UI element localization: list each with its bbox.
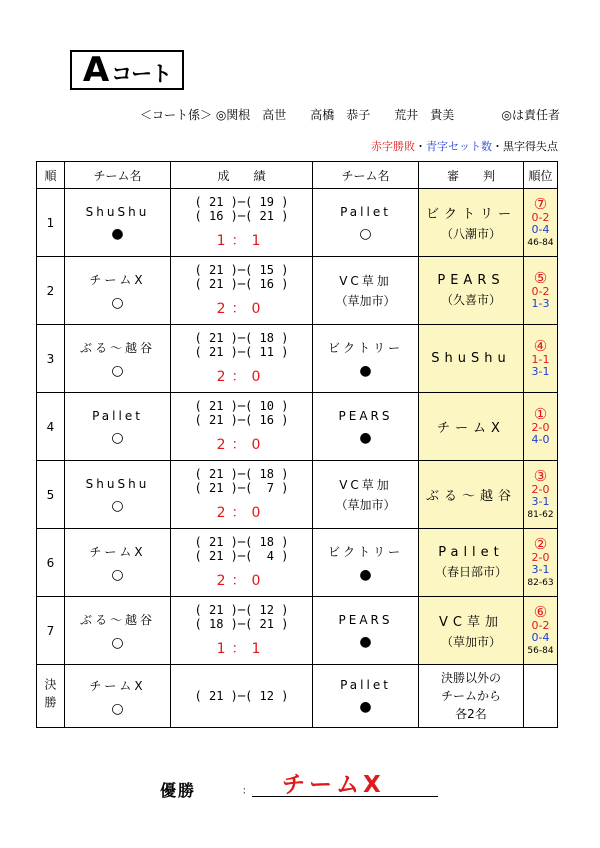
rank-sets: 3-1 bbox=[531, 494, 550, 508]
team-b-name: VC草加 bbox=[339, 478, 392, 492]
team-b-result-mark: ● bbox=[359, 567, 372, 583]
team-b-cell bbox=[313, 529, 419, 597]
match-number-text: 2 bbox=[46, 283, 55, 298]
rank-win-loss: 1-1 bbox=[531, 353, 550, 366]
match-row bbox=[37, 257, 558, 325]
match-number-text: 4 bbox=[46, 419, 55, 434]
rank-win-loss: 0-2 bbox=[531, 618, 550, 632]
set-scores: ( 21 )─( 18 ) ( 21 )─( 11 ) bbox=[194, 331, 289, 359]
match-row bbox=[37, 189, 558, 257]
team-b-name: Pallet bbox=[340, 204, 391, 219]
header-order: 順 bbox=[37, 162, 65, 189]
team-b-city: （草加市） bbox=[335, 294, 396, 308]
team-a-name: ぶる～越谷 bbox=[79, 613, 155, 627]
final-number bbox=[37, 665, 65, 728]
winner-name: チームX bbox=[282, 772, 385, 798]
match-row bbox=[37, 597, 558, 665]
winner-colon: ： bbox=[242, 786, 252, 797]
rank-sets: 1-3 bbox=[531, 297, 550, 310]
team-b-cell bbox=[313, 597, 419, 665]
rank-cell bbox=[524, 597, 558, 665]
team-b-name: ビクトリー bbox=[327, 545, 403, 559]
score-cell bbox=[171, 597, 313, 665]
team-a-name: ShuShu bbox=[85, 476, 150, 491]
referee-city: （春日部市） bbox=[434, 565, 507, 579]
rank-sets: 4-0 bbox=[531, 433, 550, 446]
referee-city: （草加市） bbox=[440, 635, 501, 649]
header-rank: 順位 bbox=[524, 162, 558, 189]
final-rank-cell bbox=[524, 665, 558, 728]
match-number bbox=[37, 461, 65, 529]
score-cell bbox=[171, 325, 313, 393]
team-b-result-mark: ○ bbox=[359, 225, 372, 242]
set-scores: ( 21 )─( 18 ) ( 21 )─( 7 ) bbox=[194, 467, 289, 495]
court-word: コート bbox=[111, 62, 172, 86]
rank-cell bbox=[524, 393, 558, 461]
referee-cell bbox=[419, 529, 524, 597]
rank-points: 56-84 bbox=[527, 645, 554, 656]
team-a-name: チームX bbox=[89, 545, 146, 559]
score-cell bbox=[171, 257, 313, 325]
match-row bbox=[37, 393, 558, 461]
referee-cell bbox=[419, 189, 524, 257]
referee-cell bbox=[419, 461, 524, 529]
team-b-cell bbox=[313, 189, 419, 257]
team-a-name: ぶる～越谷 bbox=[79, 341, 155, 355]
match-number bbox=[37, 597, 65, 665]
referee-cell bbox=[419, 597, 524, 665]
legend-red: 赤字勝敗 bbox=[371, 140, 415, 153]
team-b-cell bbox=[313, 325, 419, 393]
rank-cell bbox=[524, 461, 558, 529]
set-scores: ( 21 )─( 19 ) ( 16 )─( 21 ) bbox=[194, 195, 289, 223]
team-a-cell bbox=[65, 597, 171, 665]
team-a-cell bbox=[65, 529, 171, 597]
final-label: 決勝 bbox=[43, 678, 57, 714]
legend-sep: ・ bbox=[415, 140, 426, 153]
team-a-result-mark: ○ bbox=[111, 635, 124, 651]
referee-team: ぶる～越谷 bbox=[425, 489, 516, 504]
legend-sep: ・ bbox=[492, 140, 503, 153]
final-referee-cell bbox=[419, 665, 524, 728]
court-letter: A bbox=[82, 50, 110, 90]
legend-blue: 青字セット数 bbox=[426, 140, 492, 153]
team-a-cell bbox=[65, 189, 171, 257]
match-result: 1：1 bbox=[216, 233, 267, 249]
match-table bbox=[36, 161, 558, 728]
team-b-name: ビクトリー bbox=[327, 341, 403, 355]
set-scores: ( 21 )─( 15 ) ( 21 )─( 16 ) bbox=[194, 263, 289, 291]
final-referee-note-3: 各2名 bbox=[455, 707, 487, 721]
score-cell bbox=[171, 529, 313, 597]
match-number-text: 6 bbox=[46, 555, 55, 570]
rank-win-loss: 0-2 bbox=[531, 210, 550, 224]
set-scores: ( 21 )─( 10 ) ( 21 )─( 16 ) bbox=[194, 399, 289, 427]
color-legend bbox=[371, 138, 558, 154]
rank-place: ⑤ bbox=[533, 269, 548, 287]
final-team-a-cell bbox=[65, 665, 171, 728]
rank-points: 46-84 bbox=[527, 237, 554, 248]
rank-cell bbox=[524, 189, 558, 257]
team-a-cell bbox=[65, 257, 171, 325]
rank-cell bbox=[524, 529, 558, 597]
team-a-result-mark: ○ bbox=[111, 429, 124, 446]
set-scores: ( 21 )─( 18 ) ( 21 )─( 4 ) bbox=[194, 535, 289, 563]
final-referee-note-2: チームから bbox=[440, 689, 501, 703]
rank-points: 81-62 bbox=[527, 509, 554, 520]
team-b-city: （草加市） bbox=[335, 498, 396, 512]
team-b-result-mark: ● bbox=[359, 429, 372, 446]
match-row bbox=[37, 325, 558, 393]
header-team-b: チーム名 bbox=[313, 162, 419, 189]
team-b-name: VC草加 bbox=[339, 274, 392, 288]
final-team-b-name: Pallet bbox=[340, 678, 391, 692]
rank-place: ③ bbox=[533, 466, 548, 485]
match-result: 2：0 bbox=[216, 369, 267, 385]
final-score-cell bbox=[171, 665, 313, 728]
rank-place: ① bbox=[533, 405, 548, 423]
team-b-cell bbox=[313, 461, 419, 529]
referee-team: ShuShu bbox=[431, 351, 511, 366]
final-row bbox=[37, 665, 558, 728]
header-row bbox=[37, 162, 558, 189]
referee-city: （久喜市） bbox=[440, 293, 501, 307]
match-result: 2：0 bbox=[216, 301, 267, 317]
rank-sets: 3-1 bbox=[531, 365, 550, 378]
final-team-a-mark: ○ bbox=[111, 700, 124, 717]
match-result: 2：0 bbox=[216, 437, 267, 453]
team-a-result-mark: ● bbox=[111, 225, 124, 242]
score-cell bbox=[171, 461, 313, 529]
team-b-cell bbox=[313, 257, 419, 325]
match-number bbox=[37, 529, 65, 597]
final-referee-note-1: 決勝以外の bbox=[440, 671, 501, 685]
rank-place: ④ bbox=[533, 337, 548, 355]
team-a-result-mark: ○ bbox=[111, 363, 124, 379]
rank-cell bbox=[524, 257, 558, 325]
match-result: 2：0 bbox=[216, 505, 267, 521]
match-number-text: 1 bbox=[46, 215, 55, 230]
team-b-name: PEARS bbox=[338, 612, 393, 627]
team-a-cell bbox=[65, 325, 171, 393]
match-number bbox=[37, 393, 65, 461]
rank-cell bbox=[524, 325, 558, 393]
referee-cell bbox=[419, 257, 524, 325]
court-title bbox=[83, 50, 171, 90]
referee-team: VC草加 bbox=[439, 615, 503, 630]
final-team-b-mark: ● bbox=[359, 699, 372, 715]
rank-place: ② bbox=[533, 534, 548, 553]
match-number-text: 5 bbox=[46, 487, 55, 502]
team-a-result-mark: ○ bbox=[111, 497, 124, 514]
team-b-result-mark: ● bbox=[359, 633, 372, 650]
court-staff: ＜コート係＞ ◎関根 高世 高橋 恭子 荒井 貴美 bbox=[140, 108, 455, 122]
final-team-a-name: チームX bbox=[89, 678, 146, 693]
rank-win-loss: 0-2 bbox=[531, 285, 550, 298]
match-number bbox=[37, 189, 65, 257]
match-row bbox=[37, 461, 558, 529]
team-b-name: PEARS bbox=[338, 408, 393, 423]
header-score: 成 績 bbox=[171, 162, 313, 189]
score-cell bbox=[171, 189, 313, 257]
referee-team: Pallet bbox=[438, 545, 504, 560]
team-a-cell bbox=[65, 393, 171, 461]
set-scores: ( 21 )─( 12 ) ( 18 )─( 21 ) bbox=[194, 603, 289, 631]
rank-points: 82-63 bbox=[527, 577, 554, 588]
match-number-text: 7 bbox=[46, 623, 55, 638]
rank-sets: 0-4 bbox=[531, 222, 550, 236]
team-b-result-mark: ● bbox=[359, 363, 372, 379]
score-cell bbox=[171, 393, 313, 461]
header-referee: 審 判 bbox=[419, 162, 524, 189]
team-a-cell bbox=[65, 461, 171, 529]
match-number-text: 3 bbox=[46, 351, 55, 366]
team-a-name: Pallet bbox=[92, 408, 143, 423]
header-team-a: チーム名 bbox=[65, 162, 171, 189]
rank-sets: 0-4 bbox=[531, 630, 550, 644]
referee-cell bbox=[419, 325, 524, 393]
match-result: 2：0 bbox=[216, 573, 267, 589]
team-a-name: チームX bbox=[89, 273, 146, 287]
team-a-result-mark: ○ bbox=[111, 295, 124, 311]
rank-win-loss: 2-0 bbox=[531, 482, 550, 496]
rank-win-loss: 2-0 bbox=[531, 550, 550, 564]
referee-team: PEARS bbox=[437, 273, 505, 288]
rank-sets: 3-1 bbox=[531, 562, 550, 576]
staff-note: ◎は責任者 bbox=[501, 108, 560, 122]
team-a-result-mark: ○ bbox=[111, 567, 124, 583]
referee-team: ビクトリー bbox=[425, 207, 516, 222]
referee-team: チームX bbox=[437, 421, 505, 436]
legend-black: 黒字得失点 bbox=[503, 140, 558, 153]
match-number bbox=[37, 325, 65, 393]
rank-place: ⑦ bbox=[533, 194, 548, 213]
final-set-score: ( 21 )─( 12 ) bbox=[194, 689, 289, 703]
match-row bbox=[37, 529, 558, 597]
referee-city: （八潮市） bbox=[440, 227, 501, 241]
rank-place: ⑥ bbox=[533, 602, 548, 621]
match-number bbox=[37, 257, 65, 325]
winner-label: 優勝 bbox=[160, 781, 197, 800]
court-title-box bbox=[70, 50, 184, 90]
team-b-cell bbox=[313, 393, 419, 461]
final-team-b-cell bbox=[313, 665, 419, 728]
rank-win-loss: 2-0 bbox=[531, 421, 550, 434]
match-result: 1：1 bbox=[216, 641, 267, 657]
team-a-name: ShuShu bbox=[85, 204, 150, 219]
referee-cell bbox=[419, 393, 524, 461]
